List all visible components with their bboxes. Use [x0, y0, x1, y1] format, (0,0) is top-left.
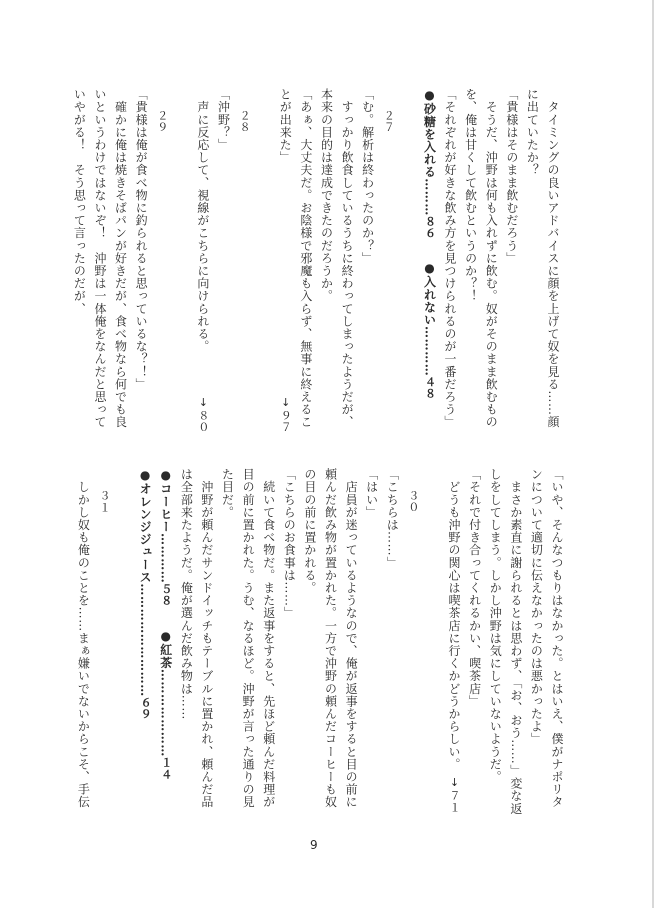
jump-arrow-icon[interactable]: ↓ [196, 396, 210, 410]
text-line [357, 88, 378, 433]
line-text: の目の前に置かれる。 [302, 468, 317, 594]
jump-arrow-icon[interactable]: ↓ [448, 776, 462, 790]
choice-leader-dots: ………… [158, 533, 173, 584]
spacer [275, 164, 296, 397]
page-number: 9 [310, 838, 318, 852]
line-text: 「こちらは……」 [385, 468, 400, 569]
line-text: 店員が迷っているようなので、俺が返事をすると目の前に [344, 468, 359, 809]
page-frame-edge [652, 0, 654, 908]
text-line [110, 88, 131, 433]
line-text: 「いや、そんなつもりはなかった。とはいえ、僕がナポリタ [550, 468, 564, 809]
blank-line [423, 468, 444, 813]
text-line [213, 88, 234, 433]
choice-label: ●入れない [422, 261, 437, 327]
section-number [402, 468, 423, 813]
text-line [299, 468, 320, 813]
choice-leader-dots: ………… [422, 326, 437, 377]
line-text: しかし奴も俺のことを……まぁ嫌いでないからこそ、手伝 [76, 468, 91, 809]
section-number-text: ３０ [406, 490, 420, 514]
line-text: タイミングの良いアドバイスに顔を上げて奴を見る……顔 [546, 88, 560, 429]
choice-leader-dots: ……………………… [138, 583, 153, 697]
text-line [505, 468, 526, 813]
line-text: 本来の目的は達成できたのだろうか。 [319, 88, 334, 303]
choice-leader-dots: ………………… [158, 668, 173, 757]
line-text: そうだ、沖野は何も入れずに飲む。奴がそのまま飲むもの [484, 88, 499, 429]
section-number [151, 88, 172, 433]
section-number-text: ２９ [155, 110, 169, 134]
section-number-text: ２７ [382, 110, 396, 134]
line-text: 頼んだ飲み物が置かれた。一方で沖野の頼んだコーヒーも奴 [323, 468, 338, 809]
spacer [192, 353, 213, 397]
text-line [542, 88, 563, 433]
line-text: 続いて食べ物だ。また返事をすると、先ほど頼んだ料理が [261, 468, 276, 809]
line-text: 「貴様はそのまま飲むだろう」 [504, 88, 519, 265]
jump-target-page[interactable]: ９７ [279, 409, 293, 433]
choice-option[interactable] [419, 88, 440, 239]
section-number-text: ３１ [97, 490, 111, 514]
line-text: どうも沖野の関心は喫茶店に行くかどうからしい。 [447, 468, 462, 771]
jump-target-page[interactable]: ７１ [448, 789, 462, 813]
line-text: ンについて適切に伝えなかったのは悪かったよ」 [529, 468, 544, 746]
choice-option[interactable] [155, 629, 176, 780]
line-text: 「沖野？」 [216, 88, 231, 151]
text-line [443, 468, 464, 813]
blank-line [254, 88, 275, 433]
line-text: 目の前に置かれた。うむ、なるほど。沖野が言った通りの見 [241, 468, 256, 809]
line-text: とが出来た」 [278, 88, 293, 164]
jump-arrow-icon[interactable]: ↓ [279, 396, 293, 410]
choice-leader-dots: ……… [422, 178, 437, 217]
text-line [340, 468, 361, 813]
section-number [378, 88, 399, 433]
line-text: いやがる！ そう思って言ったのだが、 [72, 88, 87, 315]
line-text: すっかり飲食しているうちに終わってしまったようだが、 [340, 88, 355, 429]
choice-target-page: ６９ [139, 696, 153, 721]
text-line [275, 88, 296, 433]
blank-line [114, 468, 135, 813]
line-text: しをしてしまう。しかし沖野は気にしていないようだ。 [488, 468, 503, 783]
line-text: いというわけではないぞ！ 沖野は一体俺をなんだと思って [92, 88, 107, 429]
line-text: 「こちらのお食事は……」 [282, 468, 297, 620]
choice-target-page: ８６ [423, 216, 437, 240]
text-line [481, 88, 502, 433]
line-text: まさか素直に謝られるとは思わず、「お、おう……」変な返 [508, 468, 523, 815]
line-text: に出ていたか？ [525, 88, 540, 177]
choice-option[interactable] [135, 468, 156, 720]
choice-label: ●コーヒー [158, 468, 173, 533]
blank-line [172, 88, 193, 433]
choice-line [135, 468, 156, 813]
text-line [501, 88, 522, 433]
line-text: 「あぁ、大丈夫だ。お陰様で邪魔も入らず、無事に終えるこ [298, 88, 313, 429]
text-line [279, 468, 300, 813]
line-text: 「それで付き合ってくれるかい、喫茶店」 [467, 468, 482, 708]
text-line [238, 468, 259, 813]
text-line [69, 88, 90, 433]
text-line [89, 88, 110, 433]
text-line [320, 468, 341, 813]
choice-line [419, 88, 440, 433]
choice-line [155, 468, 176, 813]
text-line [316, 88, 337, 433]
line-text: 「はい」 [364, 468, 379, 519]
text-line [217, 468, 238, 813]
line-text: 声に反応して、視線がこちらに向けられる。 [195, 88, 210, 353]
choice-target-page: ５８ [159, 583, 173, 607]
text-line [131, 88, 152, 433]
text-line [73, 468, 94, 813]
choice-label: ●オレンジジュース [138, 468, 153, 584]
line-text: た目だ。 [220, 468, 235, 519]
text-line [295, 88, 316, 433]
line-text: 「それぞれが好きな飲み方を見つけられるのが一番だろう」 [443, 88, 458, 429]
line-text: 沖野が頼んだサンドイッチもテーブルに置かれ、頼んだ品 [199, 468, 214, 809]
section-number [234, 88, 255, 433]
text-line [258, 468, 279, 813]
text-line [522, 88, 543, 433]
choice-target-page: １４ [159, 756, 173, 780]
text-line [382, 468, 403, 813]
choice-target-page: ４８ [423, 376, 437, 400]
text-line [336, 88, 357, 433]
line-text: 「貴様は俺が食べ物に釣られると思っているな？！」 [134, 88, 149, 391]
section-number-text: ２８ [238, 110, 252, 134]
text-line [485, 468, 506, 813]
text-line [361, 468, 382, 813]
line-text: 「む。解析は終わったのか？」 [360, 88, 375, 265]
upper-text-block [67, 88, 563, 433]
text-line [196, 468, 217, 813]
text-line [464, 468, 485, 813]
blank-line [398, 88, 419, 433]
section-number [93, 468, 114, 813]
line-text: 確かに俺は焼きそばパンが好きだが、食べ物なら何でも良 [113, 88, 128, 429]
text-line [526, 468, 547, 813]
choice-option[interactable] [419, 261, 440, 400]
choice-label: ●砂糖を入れる [422, 88, 437, 179]
text-line [460, 88, 481, 433]
line-text: を、俺は甘くして飲むというのか？！ [463, 88, 478, 303]
text-line [546, 468, 567, 813]
text-line [192, 88, 213, 433]
text-line [176, 468, 197, 813]
text-line [439, 88, 460, 433]
lower-text-block [71, 468, 567, 813]
jump-target-page[interactable]: ８０ [196, 409, 210, 433]
choice-option[interactable] [155, 468, 176, 607]
line-text: は全部来たようだ。俺が選んだ飲み物は…… [179, 468, 194, 720]
choice-label: ●紅茶 [158, 628, 173, 669]
